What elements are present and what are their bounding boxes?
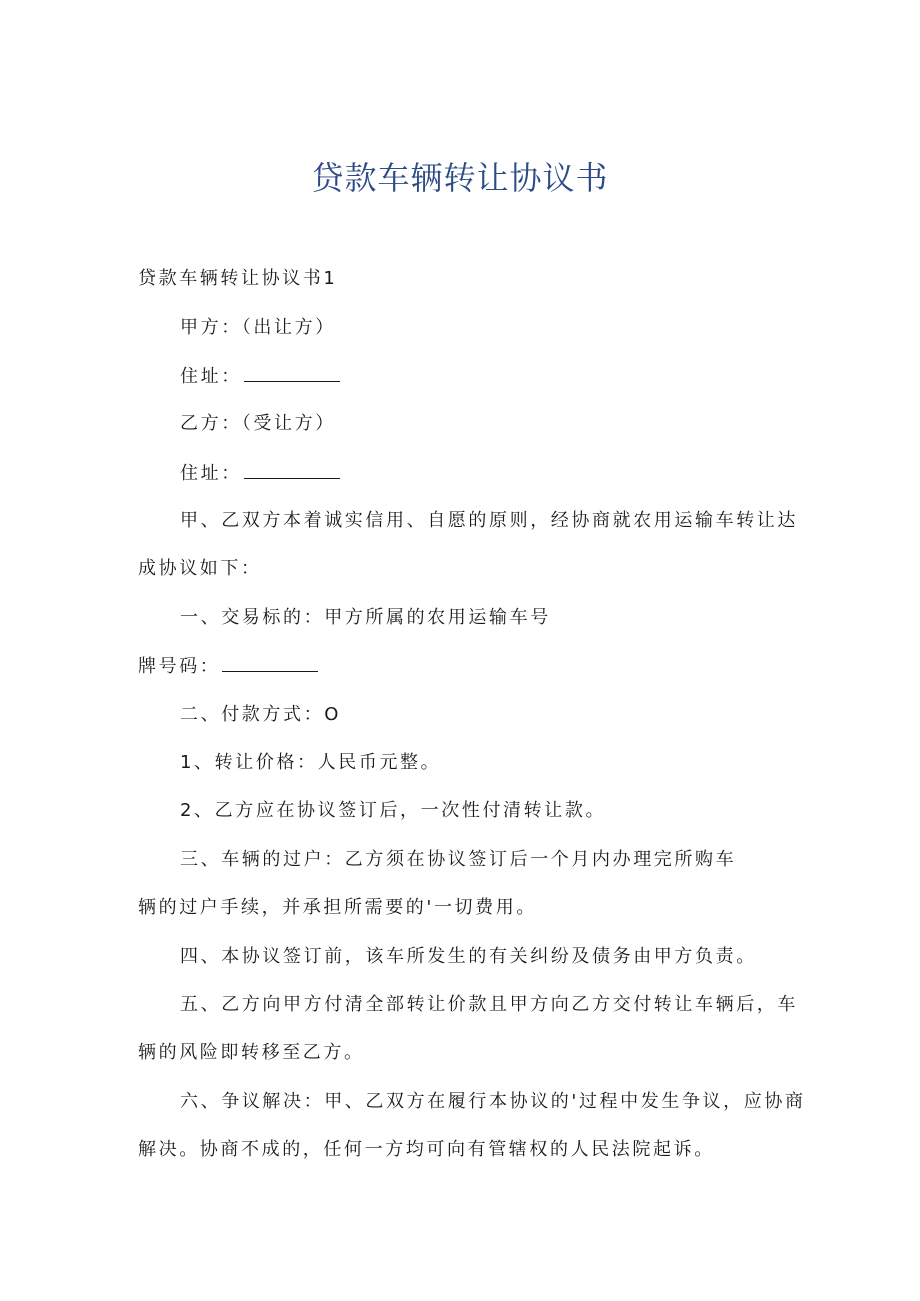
intro-paragraph-line1: 甲、乙双方本着诚实信用、自愿的原则，经协商就农用运输车转让达 <box>180 510 798 531</box>
clause-2: 二、付款方式：O <box>180 704 341 725</box>
clause-5-line1: 五、乙方向甲方付清全部转让价款且甲方向乙方交付转让车辆后，车 <box>180 994 798 1015</box>
party-b-address <box>180 460 340 487</box>
intro-paragraph-line2: 成协议如下： <box>138 558 262 579</box>
party-a-line: 甲方：（出让方） <box>180 317 336 338</box>
clause-6-line2: 解决。协商不成的，任何一方均可向有管辖权的人民法院起诉。 <box>138 1139 715 1160</box>
document-title: 贷款车辆转让协议书 <box>311 159 609 197</box>
clause-2-2: 2、乙方应在协议签订后，一次性付清转让款。 <box>180 800 607 821</box>
document-subtitle: 贷款车辆转让协议书1 <box>138 268 338 289</box>
fill-in-blank <box>244 363 340 382</box>
plate-label: 牌号码： <box>138 656 221 677</box>
clause-2-1: 1、转让价格：人民币元整。 <box>180 752 442 773</box>
clause-4: 四、本协议签订前，该车所发生的有关纠纷及债务由甲方负责。 <box>180 946 757 967</box>
clause-1-line2 <box>138 653 318 680</box>
party-a-address <box>180 363 340 390</box>
clause-6-line1: 六、争议解决：甲、乙双方在履行本协议的'过程中发生争议，应协商 <box>180 1091 806 1112</box>
clause-1-line1: 一、交易标的：甲方所属的农用运输车号 <box>180 607 551 628</box>
clause-5-line2: 辆的风险即转移至乙方。 <box>138 1042 365 1063</box>
clause-3-line2: 辆的过户手续，并承担所需要的'一切费用。 <box>138 897 537 918</box>
fill-in-blank <box>244 460 340 479</box>
clause-3-line1: 三、车辆的过户：乙方须在协议签订后一个月内办理完所购车 <box>180 849 737 870</box>
party-b-line: 乙方：（受让方） <box>180 413 336 434</box>
address-label: 住址： <box>180 366 242 387</box>
fill-in-blank <box>222 653 318 672</box>
address-label: 住址： <box>180 463 242 484</box>
